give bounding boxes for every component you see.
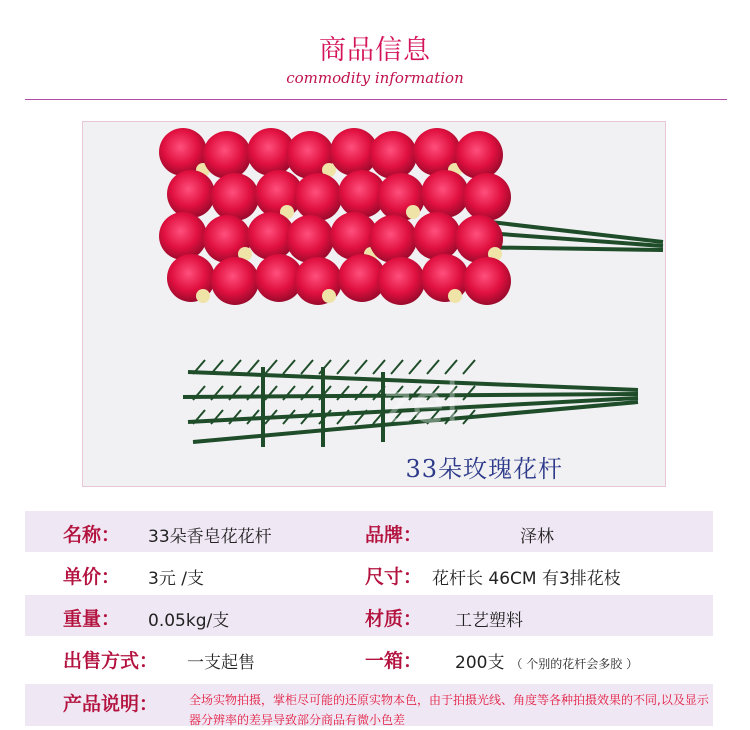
product-photo [82,121,666,487]
rose-bloom [369,215,417,263]
spec-row-weight-material [25,595,713,636]
branch-twig [247,360,259,374]
box-label: 一箱： [365,650,423,672]
branch-twig [229,410,241,424]
brand-value: 泽林 [520,527,554,547]
spec-row-description [25,684,713,726]
branch-twig [337,360,349,374]
spec-row-name-brand [25,511,713,552]
divider [25,99,727,100]
sale-value: 一支起售 [187,653,255,673]
filler-flower [448,289,462,303]
filler-flower [196,289,210,303]
branch-twig [355,386,367,400]
rose-bloom [167,170,215,218]
rose-bloom [294,173,342,221]
name-label: 名称： [63,524,121,546]
filler-flower [406,205,420,219]
weight-value: 0.05kg/支 [148,611,230,631]
branch-twig [463,360,475,374]
name-value: 33朵香皂花花杆 [148,527,272,547]
rose-cluster [159,128,511,305]
rose-bloom [286,215,334,263]
spec-row-sale-box [25,637,713,678]
rose-bloom [463,257,511,305]
rose-bloom [211,257,259,305]
price-label: 单价： [63,566,121,588]
rose-bloom [369,131,417,179]
rose-bloom [203,131,251,179]
rose-bloom [413,212,461,260]
spec-row-price-size [25,553,713,594]
filler-flower [322,289,336,303]
watermark: zel [383,372,460,435]
box-value-group [455,648,638,673]
rose-bloom [463,173,511,221]
description-label: 产品说明： [63,693,159,715]
material-label: 材质： [365,608,423,630]
sale-label: 出售方式： [63,650,159,672]
rose-bloom [455,131,503,179]
box-value: 200支 [455,653,505,673]
rose-bloom [211,173,259,221]
section-subtitle: commodity information [286,69,464,87]
rose-stem-illustration [83,122,666,487]
price-value: 3元 /支 [148,569,204,589]
box-note: （ 个别的花杆会多胶 ） [510,657,639,671]
branch-twig [301,360,313,374]
rose-bloom [421,170,469,218]
branch-twig [463,386,475,400]
branch-twig [355,360,367,374]
branch-twig [283,360,295,374]
description-text: 全场实物拍摄，掌柜尽可能的还原实物本色，由于拍摄光线、角度等各种拍摄效果的不同,以及显示器分辨率的差异导致部分商品有微小色差 [189,693,709,727]
weight-label: 重量： [63,608,121,630]
branch-twig [265,360,277,374]
size-label: 尺寸： [365,566,423,588]
section-title: 商品信息 [319,35,431,66]
material-value: 工艺塑料 [455,611,523,631]
rose-bloom [377,257,425,305]
brand-label: 品牌： [365,524,423,546]
rose-bloom [159,212,207,260]
photo-caption: 33朵玫瑰花杆 [405,455,563,483]
size-value: 花杆长 46CM 有3排花枝 [432,569,621,589]
